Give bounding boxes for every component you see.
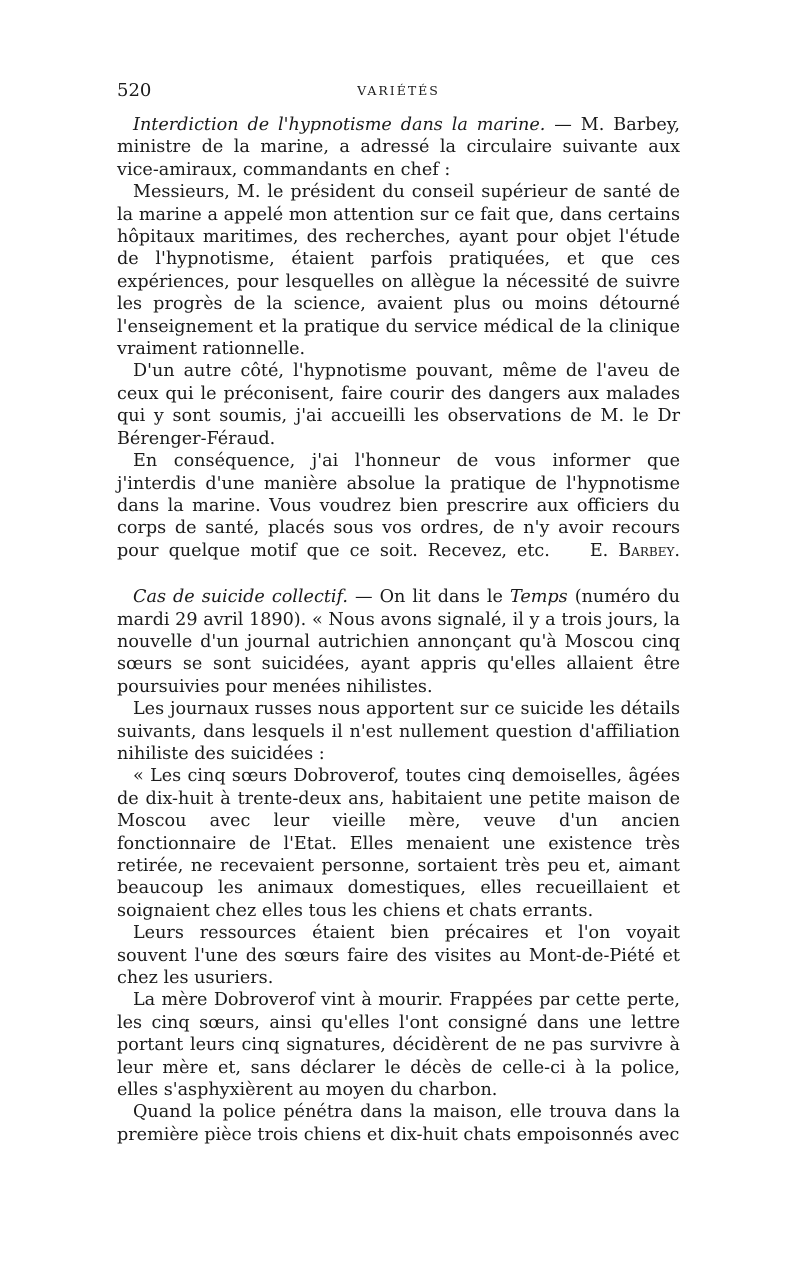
page-header: [117, 80, 680, 114]
article-title: Interdiction de l'hypnotisme dans la marine.: [133, 115, 546, 135]
paragraph: Leurs ressources étaient bien précaires et l'on voyait souvent l'une des sœurs faire des visites au Mont-de-Piété et chez les usuriers.: [117, 923, 680, 989]
newspaper-name: Temps: [509, 587, 568, 608]
paragraph: Les journaux russes nous apportent sur ce suicide les détails suivants, dans lesquels il n'est nullement question d'affiliation nihiliste des suicidées :: [117, 699, 680, 764]
paragraph: « Les cinq sœurs Dobroverof, toutes cinq demoiselles, âgées de dix-huit à trente-deux ans, habitaient une petite maison de Moscou avec leur vieille mère, veuve d'un ancien fonctionnaire de l'Etat. Elles menaient une existence très retirée, ne recevaient personne, sortaient très peu et, aimant beaucoup les animaux domestiques, elles recueillaient et soignaient chez elles tous les chiens et chats errants.: [117, 766, 680, 921]
article-intro-text: — M. Barbey, ministre de la marine, a adressé la circulaire suivante aux vice-amiraux, commandants en chef :: [117, 115, 680, 180]
paragraph: Messieurs, M. le président du conseil supérieur de santé de la marine a appelé mon attention sur ce fait que, dans certains hôpitaux maritimes, des recherches, ayant pour objet l'étude de l'hypnotisme, étaient parfois pratiquées, et que ces expériences, pour lesquelles on allègue la nécessité de suivre les progrès de la science, avaient plus ou moins détourné l'enseignement et la pratique du service médical de la clinique vraiment rationnelle.: [117, 182, 680, 360]
article-collective-suicide: [117, 586, 680, 1146]
paragraph: D'un autre côté, l'hypnotisme pouvant, même de l'aveu de ceux qui le préconisent, faire courir des dangers aux malades qui y sont soumis, j'ai accueilli les observations de M. le Dr Bérenger-Féraud.: [117, 361, 680, 449]
article-intro-text: (numéro du mardi 29 avril 1890). « Nous avons signalé, il y a trois jours, la nouvelle d'un journal autrichien annonçant qu'à Moscou cinq sœurs se sont suicidées, ayant appris qu'elles allaient être poursuivies pour menées nihilistes.: [117, 587, 680, 697]
paragraph-with-signature: [117, 450, 680, 562]
book-page: [117, 80, 680, 1146]
article-title: Cas de suicide collectif.: [133, 587, 348, 608]
paragraph: Quand la police pénétra dans la maison, elle trouva dans la première pièce trois chiens et dix-huit chats empoisonnés avec: [117, 1102, 680, 1145]
running-title: VARIÉTÉS: [357, 83, 440, 98]
article-intro: [117, 114, 680, 181]
article-intro-text: — On lit dans le: [348, 587, 510, 608]
paragraph: La mère Dobroverof vint à mourir. Frappées par cette perte, les cinq sœurs, ainsi qu'elles l'ont consigné dans une lettre portant leurs cinq signatures, décidèrent de ne pas survivre à leur mère et, sans déclarer le décès de celle-ci à la police, elles s'asphyxièrent au moyen du charbon.: [117, 990, 680, 1101]
article-intro: [117, 586, 680, 698]
article-hypnotism-ban: [117, 114, 680, 562]
paragraph-text: En conséquence, j'ai l'honneur de vous informer que j'interdis d'une manière absolue la pratique de l'hypnotisme dans la marine. Vous voudrez bien prescrire aux officiers du corps de santé, placés sous vos ordres, de n'y avoir recours pour quelque motif que ce soit. Recevez, etc.: [117, 451, 680, 561]
page-number: 520: [117, 80, 152, 101]
signature: E. Barbey.: [589, 540, 680, 561]
